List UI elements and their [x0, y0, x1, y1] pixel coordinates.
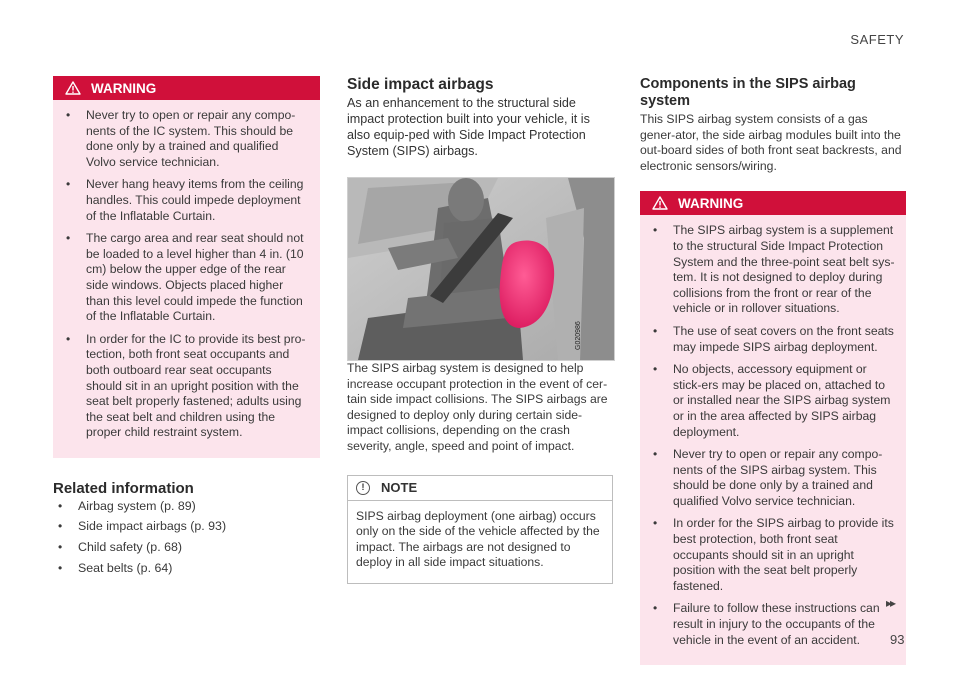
continue-arrow-icon: ▸▸ — [886, 596, 895, 610]
list-item: • In order for the SIPS airbag to provide its best protection, both front seat occupants should sit in an upright position with the seat belt properly fastened. — [648, 516, 896, 594]
related-link[interactable]: • Airbag system (p. 89) — [53, 499, 320, 515]
column-left — [53, 76, 320, 581]
page-header-section: SAFETY — [850, 32, 904, 47]
warning-header — [640, 191, 906, 215]
note-title: NOTE — [381, 480, 418, 496]
list-item: • The SIPS airbag system is a supplement to the structural Side Impact Protection System and the three-point seat belt sys-tem. It is not designed to deploy during collisions from the front or rear of the vehicle or in rollover situations. — [648, 223, 896, 317]
warning-title: WARNING — [91, 80, 157, 96]
warning-box-sips — [640, 191, 906, 665]
related-link[interactable]: • Child safety (p. 68) — [53, 540, 320, 556]
warning-triangle-icon — [65, 81, 81, 95]
list-item: • Failure to follow these instructions can result in injury to the occupants of the vehicle in the event of an accident. — [648, 601, 896, 648]
list-item: • Never try to open or repair any compo-nents of the IC system. This should be done only by a trained and qualified Volvo service technician. — [61, 108, 310, 170]
list-item: • No objects, accessory equipment or stick-ers may be placed on, attached to or installed near the SIPS airbag system or in the area affected by SIPS airbag deployment. — [648, 362, 896, 440]
airbag-figure-svg — [348, 178, 614, 360]
related-link[interactable]: • Side impact airbags (p. 93) — [53, 519, 320, 535]
warning-title: WARNING — [678, 195, 744, 211]
sips-airbag-illustration — [347, 177, 615, 361]
related-link[interactable]: • Seat belts (p. 64) — [53, 561, 320, 577]
note-box — [347, 475, 613, 584]
warning-triangle-icon — [652, 196, 668, 210]
warning-body — [640, 215, 906, 665]
related-information-heading: Related information — [53, 479, 194, 497]
list-item: • The use of seat covers on the front seats may impede SIPS airbag deployment. — [648, 324, 896, 355]
warning-box-ic — [53, 76, 320, 458]
section-title: Components in the SIPS airbag system — [640, 76, 856, 109]
note-body — [348, 501, 612, 583]
section-intro: This SIPS airbag system consists of a gas gener-ator, the side airbag modules built into the out-board sides of both front seat backrests, and electronic sensors/wiring. — [640, 112, 902, 173]
note-header — [348, 476, 612, 501]
section-title: Side impact airbags — [347, 76, 494, 93]
figure-caption: The SIPS airbag system is designed to help increase occupant protection in the event of cer-tain side impact collisions. The SIPS airbags are designed to deploy only during certain side-impact collisions, depending on the crash severity, angle, speed and point of impact. — [347, 361, 608, 453]
page-number: 93 — [890, 632, 905, 647]
column-middle — [347, 76, 613, 584]
related-links-list — [53, 499, 320, 576]
warning-body — [53, 100, 320, 458]
warning-header — [53, 76, 320, 100]
figure-code-label: G020986 — [575, 321, 582, 350]
list-item: • Never try to open or repair any compo-nents of the SIPS airbag system. This should be done only by a trained and qualified Volvo service technician. — [648, 447, 896, 509]
note-info-icon: ! — [356, 481, 370, 495]
list-item: • Never hang heavy items from the ceiling handles. This could impede deployment of the Inflatable Curtain. — [61, 177, 310, 224]
warning-list — [648, 223, 896, 648]
section-intro: As an enhancement to the structural side impact protection built into your vehicle, it is also equip-ped with Side Impact Protection System (SIPS) airbags. — [347, 96, 590, 158]
list-item: • The cargo area and rear seat should not be loaded to a level higher than 4 in. (10 cm) below the upper edge of the rear side windows. Objects placed higher than this level could impede the function of the Inflatable Curtain. — [61, 231, 310, 325]
column-right — [640, 76, 906, 665]
note-text: SIPS airbag deployment (one airbag) occurs only on the side of the vehicle affected by the impact. The airbags are not designed to deploy in all side impact situations. — [356, 508, 600, 570]
warning-list — [61, 108, 310, 441]
list-item: • In order for the IC to provide its best pro-tection, both front seat occupants and both outboard rear seat occupants should sit in an upright position with the seat belt properly fastened; adults using the seat belt and children using the proper child restraint system. — [61, 332, 310, 441]
